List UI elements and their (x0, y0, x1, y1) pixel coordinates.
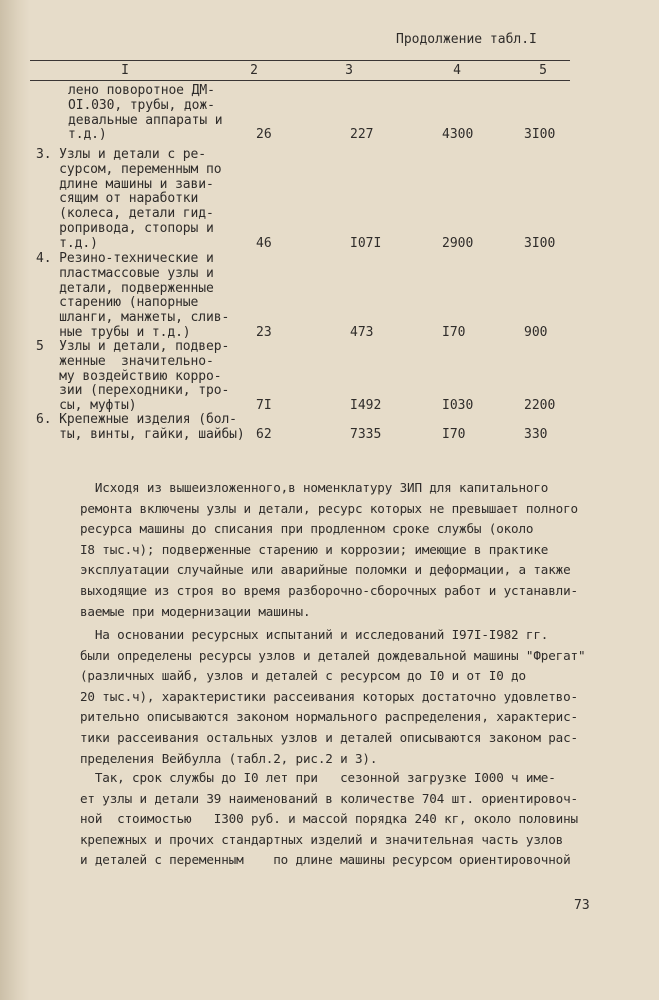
paragraph: На основании ресурсных испытаний и исследований I97I-I982 гг. были определены ресурсы узлов и деталей дождевальной машины "Фрегат" (различных шайб, узлов и деталей с ресурсом до I0 и от I0 до 20 тыс.ч), характеристики рассеивания которых достаточно удовлетво- рительно описываются законом нормального распределения, характерис- тики рассеивания остальных узлов и деталей описываются законом рас- пределения Вейбулла (табл.2, рис.2 и 3). (80, 627, 586, 766)
table-cell-col5: 3I00 (524, 235, 556, 251)
table-header-rule (30, 80, 570, 81)
table-row-label: 3. Узлы и детали с ре- сурсом, переменным по длине машины и зави- сящим от наработки (колеса, детали гид- ропривода, стопоры и т.д.) (36, 147, 222, 251)
page-number: 73 (574, 898, 590, 913)
table-cell-col4: I70 (442, 426, 466, 442)
table-top-rule (30, 60, 570, 61)
table-cell-col2: 62 (256, 426, 272, 442)
table-cell-col5: 330 (524, 426, 548, 442)
table-cell-col3: I492 (350, 398, 382, 414)
table-cell-col4: I70 (442, 325, 466, 340)
table-cell-col4: I030 (442, 398, 474, 414)
table-cell-col3: I07I (350, 235, 382, 251)
table-cell-col3: 7335 (350, 426, 382, 442)
table-header-col2: 2 (250, 63, 258, 78)
continuation-title: Продолжение табл.I (396, 32, 537, 47)
table-row-label: 4. Резино-технические и пластмассовые узлы и детали, подверженные старению (напорные шланги, манжеты, слив- ные трубы и т.д.) (36, 251, 230, 340)
table-header-col5: 5 (539, 63, 547, 78)
table-header-col4: 4 (453, 63, 461, 78)
table-cell-col2: 46 (256, 235, 272, 251)
table-cell-col5: 900 (524, 325, 548, 340)
table-cell-col2: 23 (256, 325, 272, 340)
paragraph: Так, срок службы до I0 лет при сезонной загрузке I000 ч име- ет узлы и детали 39 наименований в количестве 704 шт. ориентировоч- ной стоимостью I300 руб. и массой порядка 240 кг, около половины крепежных и прочих стандартных изделий и значительная часть узлов и деталей с переменным по длине машины ресурсом ориентировочной (80, 770, 578, 868)
table-cell-col3: 227 (350, 127, 374, 143)
table-row-label: 5 Узлы и детали, подвер- женные значительно- му воздействию корро- зии (переходники, тро- сы, муфты) (36, 339, 230, 414)
table-cell-col3: 473 (350, 325, 374, 340)
page-gutter-shadow (0, 0, 30, 1000)
table-cell-col4: 4300 (442, 127, 474, 143)
table-row-label: 6. Крепежные изделия (бол- ты, винты, гайки, шайбы) (36, 412, 245, 442)
table-cell-col2: 26 (256, 127, 272, 143)
paragraph: Исходя из вышеизложенного,в номенклатуру ЗИП для капитального ремонта включены узлы и детали, ресурс которых не превышает полного ресурса машины до списания при продленном сроке службы (около I8 тыс.ч); подверженные старению и коррозии; имеющие в практике эксплуатации случайные или аварийные поломки и деформации, а также выходящие из строя во время разборочно-сборочных работ и устанавли- ваемые при модернизации машины. (80, 480, 578, 619)
table-cell-col5: 2200 (524, 398, 556, 414)
table-row-label: лено поворотное ДМ- OI.030, трубы, дож- девальные аппараты и т.д.) (68, 83, 223, 143)
table-cell-col2: 7I (256, 398, 272, 414)
table-header-col1: I (121, 63, 129, 78)
table-header-col3: 3 (345, 63, 353, 78)
table-cell-col5: 3I00 (524, 127, 556, 143)
table-cell-col4: 2900 (442, 235, 474, 251)
